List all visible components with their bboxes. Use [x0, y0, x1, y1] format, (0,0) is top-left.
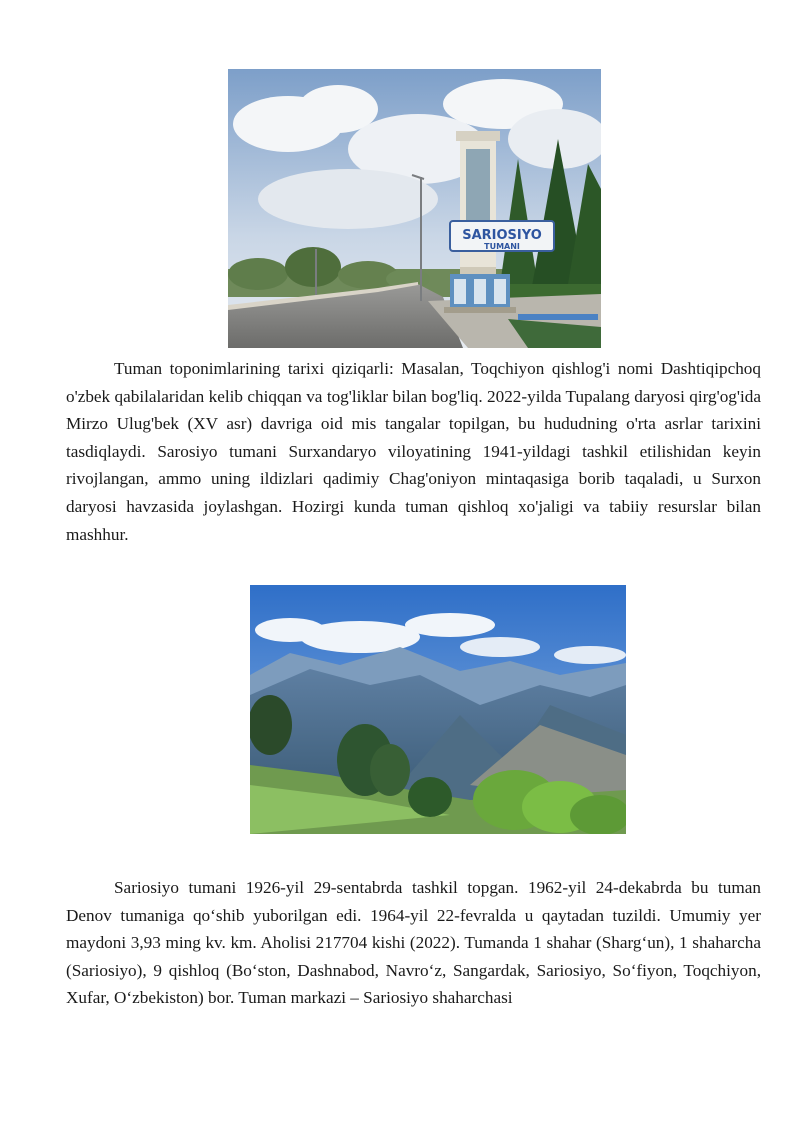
- sign-line2: TUMANI: [484, 242, 520, 251]
- district-sign-illustration: [228, 69, 601, 348]
- paragraph-district-facts: Sariosiyo tumani 1926-yil 29-sentabrda tashkil topgan. 1962-yil 24-dekabrda bu tuman Denov tumaniga qo‘shib yuborilgan edi. 1964-yil 22-fevralda u qaytadan tuzildi. Umumiy yer maydoni 3,93 ming kv. km. Aholisi 217704 kishi (2022). Tumanda 1 shahar (Sharg‘un), 1 shaharcha (Sariosiyo), 9 qishloq (Bo‘ston, Dashnabod, Navro‘z, Sangardak, Sariosiyo, So‘fiyon, Toqchiyon, Xufar, O‘zbekiston) bor. Tuman markazi – Sariosiyo shaharchasi: [66, 878, 761, 1008]
- paragraph-toponyms: Tuman toponimlarining tarixi qiziqarli: Masalan, Toqchiyon qishlog'i nomi Dashtiqipchoq o'zbek qabilalaridan kelib chiqqan va tog'liklar bilan bog'liq. 2022-yilda Tupalang daryosi qirg'og'ida Mirzo Ulug'bek (XV asr) davriga oid mis tangalar topilgan, bu hududning o'rta asrlar tarixini tasdiqlaydi. Sarosiyo tumani Surxandaryo viloyatining 1941-yildagi tashkil etilishidan keyin rivojlangan, ammo uning ildizlari qadimiy Chag'oniyon mintaqasiga borib taqaladi, u Surxon daryosi havzasida joylashgan. Hozirgi kunda tuman qishloq xo'jaligi va tabiiy resurslar bilan mashhur.: [66, 359, 761, 544]
- district-sign-photo: [228, 69, 601, 348]
- district-sign: [450, 221, 554, 251]
- sign-line1: SARIOSIYO: [462, 228, 542, 243]
- mountain-landscape-illustration: [250, 585, 626, 834]
- mountain-landscape-photo: [250, 585, 626, 834]
